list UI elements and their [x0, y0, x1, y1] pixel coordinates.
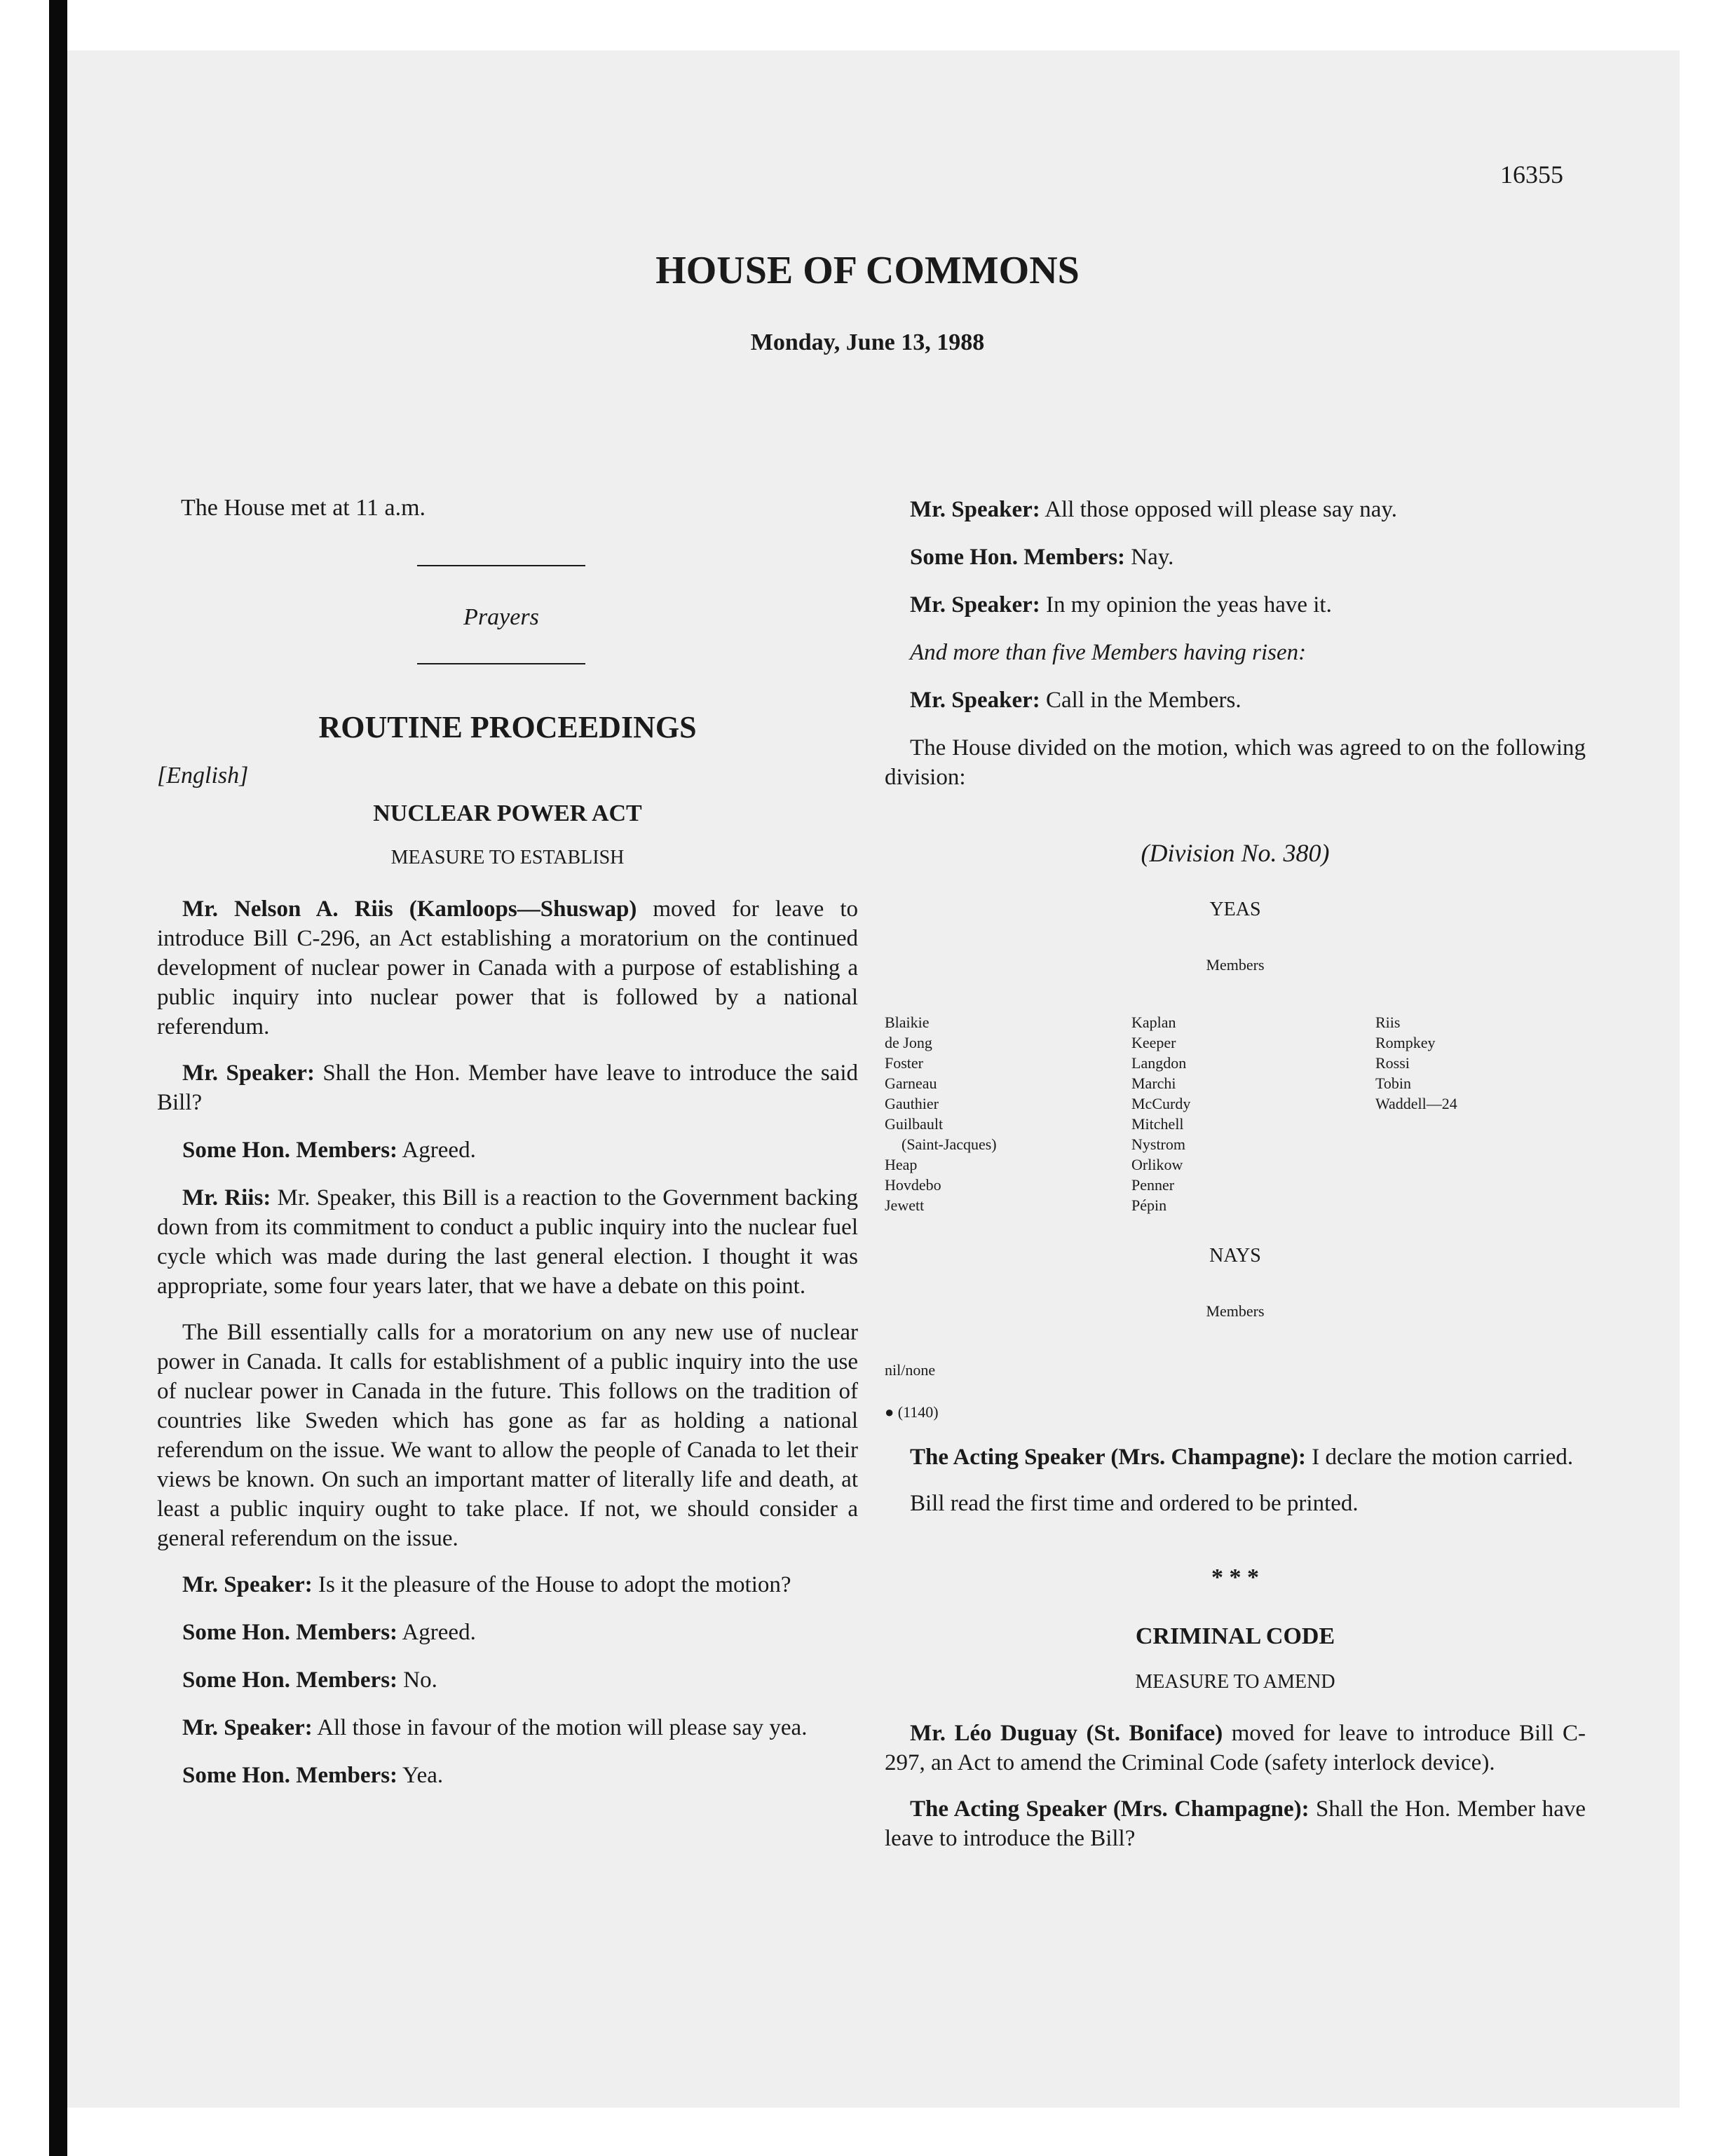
speech-text: Mr. Speaker, this Bill is a reaction to the Government backing down from its commitment to conduct a public inquiry into the nuclear fuel cycle which was made during the last general election. I thought it was appropriate, some four years later, that we have a debate on this point. — [157, 1185, 858, 1299]
speech-text: Shall the Hon. Member have leave to introduce the said Bill? — [157, 1060, 858, 1115]
speech-text: No. — [397, 1667, 437, 1693]
speech-text: All those in favour of the motion will please say yea. — [312, 1715, 808, 1740]
masthead: HOUSE OF COMMONS — [655, 249, 1080, 292]
paragraph — [885, 1719, 1586, 1778]
paragraph — [157, 1665, 858, 1695]
speech-text: The House divided on the motion, which was agreed to on the following division: — [885, 735, 1586, 790]
speaker-name: Mr. Speaker: — [182, 1715, 313, 1740]
list-item: McCurdy — [1131, 1095, 1191, 1112]
yeas-list-col2 — [1131, 1012, 1190, 1215]
speaker-name: Some Hon. Members: — [182, 1763, 398, 1788]
list-item: Pépin — [1131, 1196, 1167, 1214]
bill-subtitle: MEASURE TO AMEND — [1135, 1671, 1335, 1693]
speech-text: The Bill essentially calls for a moratorium on any new use of nuclear power in Canada. It calls for establishment of a public inquiry into the use of nuclear power in Canada in the future. This follows on the tradition of countries like Sweden which has gone as far as holding a national referendum on the issue. We want to allow the people of Canada to let their views be known. On such an important matter of literally life and death, at least a public inquiry ought to take place. If not, we should consider a general referendum on the issue. — [157, 1320, 858, 1551]
speaker-name: Some Hon. Members: — [182, 1667, 398, 1693]
speaker-name: Mr. Speaker: — [910, 592, 1040, 618]
divider — [417, 565, 585, 566]
time-marker: ● (1140) — [885, 1403, 939, 1421]
scan-edge-bar — [49, 0, 67, 2156]
list-item: Jewett — [885, 1196, 925, 1214]
list-item: Hovdebo — [885, 1176, 941, 1194]
list-item: Waddell—24 — [1375, 1095, 1457, 1112]
right-column-text-top — [885, 495, 1586, 792]
speaker-name: Mr. Riis: — [182, 1185, 271, 1210]
speaker-name: Some Hon. Members: — [182, 1138, 398, 1163]
list-item: Guilbault — [885, 1115, 944, 1133]
speech-text: I declare the motion carried. — [1305, 1445, 1574, 1470]
paragraph — [885, 733, 1586, 792]
list-item: Riis — [1375, 1014, 1401, 1031]
paragraph — [157, 894, 858, 1042]
list-item: Marchi — [1131, 1074, 1176, 1092]
paragraph — [885, 543, 1586, 572]
members-label: Members — [1206, 956, 1265, 974]
list-item: Heap — [885, 1156, 918, 1173]
paragraph — [885, 1794, 1586, 1853]
list-item: (Saint-Jacques) — [901, 1135, 997, 1153]
paragraph — [157, 1761, 858, 1790]
speaker-name: Mr. Speaker: — [182, 1572, 313, 1597]
speech-text: Call in the Members. — [1040, 688, 1241, 713]
list-item: Garneau — [885, 1074, 937, 1092]
members-label: Members — [1206, 1302, 1265, 1320]
paragraph — [885, 590, 1586, 620]
yeas-heading: YEAS — [1209, 899, 1261, 920]
speech-text: Yea. — [397, 1763, 444, 1788]
speech-text: Shall the Hon. Member have leave to introduce the Bill? — [885, 1796, 1586, 1851]
speaker-name: Mr. Speaker: — [910, 497, 1040, 522]
list-item: Rompkey — [1375, 1034, 1436, 1051]
page-number: 16355 — [1500, 161, 1563, 189]
stage-direction: And more than five Members having risen: — [910, 640, 1307, 665]
bill-title: NUCLEAR POWER ACT — [373, 800, 642, 826]
language-tag: [English] — [157, 763, 249, 789]
paragraph — [157, 1713, 858, 1742]
speech-text: In my opinion the yeas have it. — [1040, 592, 1332, 618]
speech-text: Nay. — [1125, 545, 1174, 570]
speech-text: Agreed. — [397, 1620, 476, 1645]
paragraph — [157, 1183, 858, 1301]
nays-list: nil/none — [885, 1361, 936, 1379]
list-item: Penner — [1131, 1176, 1175, 1194]
paragraph — [157, 1058, 858, 1117]
speaker-name: Mr. Speaker: — [182, 1060, 315, 1086]
speech-text: All those opposed will please say nay. — [1040, 497, 1398, 522]
division-number: (Division No. 380) — [1141, 839, 1330, 867]
prayers-heading: Prayers — [463, 604, 539, 630]
speech-text: moved for leave to introduce Bill C-297, an Act to amend the Criminal Code (safety interlock device). — [885, 1721, 1586, 1775]
speaker-name: The Acting Speaker (Mrs. Champagne): — [910, 1796, 1309, 1822]
speaker-name: Mr. Léo Duguay (St. Boniface) — [910, 1721, 1223, 1746]
speech-text: Bill read the first time and ordered to be printed. — [910, 1491, 1359, 1516]
list-item: Tobin — [1375, 1074, 1412, 1092]
paragraph — [157, 1318, 858, 1553]
left-column-text — [157, 894, 858, 1790]
paragraph — [157, 1570, 858, 1599]
list-item: Blaikie — [885, 1014, 930, 1031]
right-column-text-bottom — [885, 1442, 1586, 1518]
section-separator: * * * — [1211, 1564, 1259, 1590]
speech-text: Is it the pleasure of the House to adopt the motion? — [312, 1572, 791, 1597]
list-item: Langdon — [1131, 1054, 1187, 1072]
sitting-date: Monday, June 13, 1988 — [750, 329, 985, 355]
section-heading: ROUTINE PROCEEDINGS — [318, 710, 697, 744]
divider — [417, 663, 585, 664]
speaker-name: Mr. Nelson A. Riis (Kamloops—Shuswap) — [182, 896, 637, 922]
bill-title: CRIMINAL CODE — [1135, 1623, 1335, 1649]
right-column-text-end — [885, 1719, 1586, 1853]
paragraph — [885, 1489, 1586, 1518]
list-item: Mitchell — [1131, 1115, 1184, 1133]
paragraph — [157, 1618, 858, 1647]
speech-text: moved for leave to introduce Bill C-296, an Act establishing a moratorium on the continued development of nuclear power in Canada with a purpose of establishing a public inquiry into nuclear power that is followed by a national referendum. — [157, 896, 859, 1039]
yeas-list-col3 — [1375, 1012, 1457, 1114]
speaker-name: The Acting Speaker (Mrs. Champagne): — [910, 1445, 1306, 1470]
list-item: Gauthier — [885, 1095, 939, 1112]
speaker-name: Some Hon. Members: — [910, 545, 1126, 570]
bill-subtitle: MEASURE TO ESTABLISH — [390, 847, 625, 868]
list-item: Rossi — [1375, 1054, 1410, 1072]
list-item: Nystrom — [1131, 1135, 1185, 1153]
list-item: de Jong — [885, 1034, 932, 1051]
list-item: Foster — [885, 1054, 923, 1072]
opening-line: The House met at 11 a.m. — [181, 495, 426, 521]
list-item: Kaplan — [1131, 1014, 1176, 1031]
list-item: Orlikow — [1131, 1156, 1183, 1173]
speech-text: Agreed. — [397, 1138, 476, 1163]
yeas-list-col1 — [885, 1012, 997, 1215]
speaker-name: Some Hon. Members: — [182, 1620, 398, 1645]
paragraph — [885, 685, 1586, 715]
paragraph — [885, 638, 1586, 667]
nays-heading: NAYS — [1209, 1245, 1261, 1267]
paragraph — [885, 495, 1586, 524]
paragraph — [885, 1442, 1586, 1472]
paragraph — [157, 1135, 858, 1165]
speaker-name: Mr. Speaker: — [910, 688, 1040, 713]
list-item: Keeper — [1131, 1034, 1176, 1051]
